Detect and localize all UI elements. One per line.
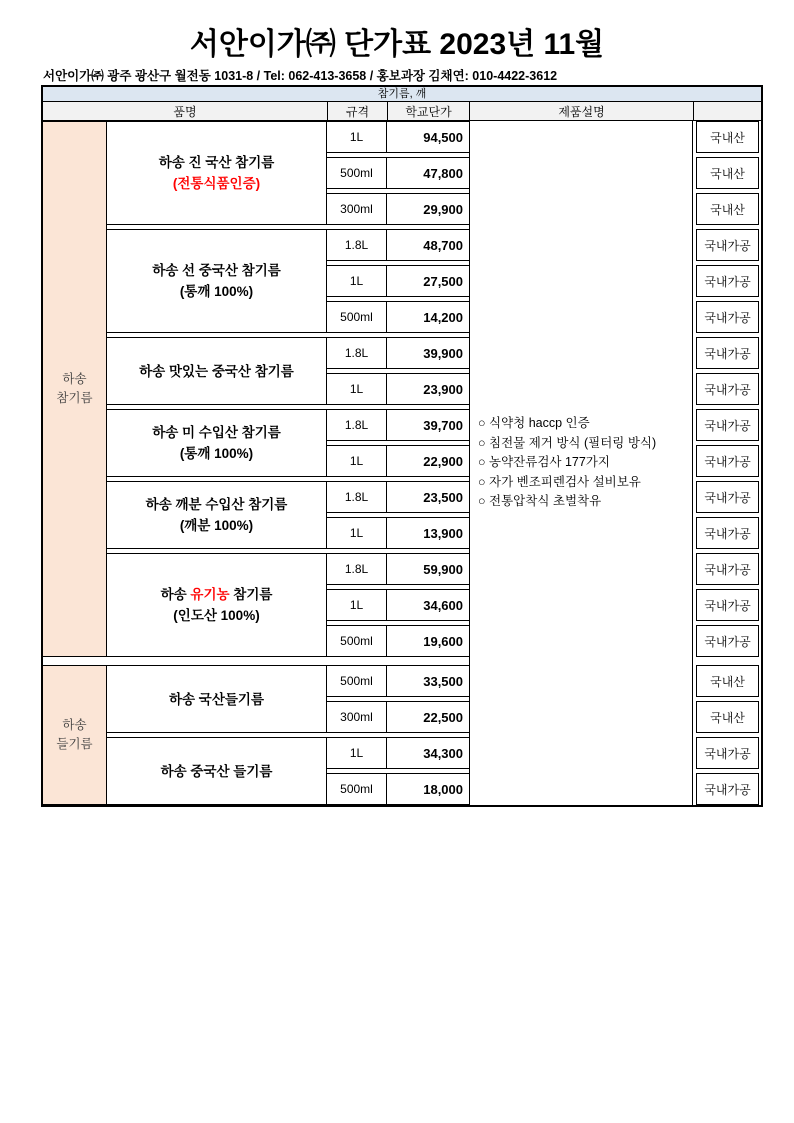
origin-cell: 국내가공 xyxy=(696,481,759,513)
product-name: 하송 중국산 들기름 xyxy=(160,763,273,779)
school-price-cell: 13,900 xyxy=(387,517,469,549)
product-name-note: (깨분 100%) xyxy=(179,518,254,533)
product-name: 하송 국산들기름 xyxy=(168,691,265,707)
spec-cell: 500ml xyxy=(327,301,387,333)
spec-cell: 1L xyxy=(327,445,387,477)
product-name: 하송 깨분 수입산 참기름 xyxy=(145,497,288,512)
spec-cell: 1L xyxy=(327,589,387,621)
product-name-cell xyxy=(107,409,327,477)
spec-cell: 500ml xyxy=(327,157,387,189)
origin-cell: 국내가공 xyxy=(696,773,759,805)
category-label-line1: 하송 xyxy=(62,718,87,732)
category-cell-sesame-oil xyxy=(43,121,107,657)
spec-cell: 1L xyxy=(327,265,387,297)
origin-cell: 국내가공 xyxy=(696,265,759,297)
description-bullet: ○ 자가 벤조피렌검사 설비보유 xyxy=(478,474,641,489)
spec-cell: 1.8L xyxy=(327,337,387,369)
origin-cell: 국내가공 xyxy=(696,737,759,769)
category-label-line1: 하송 xyxy=(62,372,87,386)
origin-cell: 국내가공 xyxy=(696,553,759,585)
school-price-cell: 29,900 xyxy=(387,193,469,225)
product-name: 하송 선 중국산 참기름 xyxy=(152,263,281,278)
spec-cell: 1.8L xyxy=(327,409,387,441)
origin-cell: 국내가공 xyxy=(696,373,759,405)
school-price-cell: 47,800 xyxy=(387,157,469,189)
school-price-cell: 23,500 xyxy=(387,481,469,513)
origin-cell: 국내가공 xyxy=(696,337,759,369)
school-price-cell: 34,300 xyxy=(387,737,469,769)
origin-cell: 국내산 xyxy=(696,193,759,225)
origin-cell: 국내산 xyxy=(696,665,759,697)
product-name: 하송 미 수입산 참기름 xyxy=(152,425,281,440)
school-price-cell: 39,700 xyxy=(387,409,469,441)
spec-cell: 1.8L xyxy=(327,553,387,585)
product-name-cell xyxy=(107,665,327,733)
product-name-cell xyxy=(107,553,327,657)
school-price-cell: 27,500 xyxy=(387,265,469,297)
product-name-cell xyxy=(107,481,327,549)
spec-cell: 1L xyxy=(327,737,387,769)
page-title: 서안이가㈜ 단가표 2023년 11월 xyxy=(189,28,605,61)
school-price-cell: 39,900 xyxy=(387,337,469,369)
product-name: 하송 진 국산 참기름 xyxy=(158,155,275,170)
school-price-cell: 23,900 xyxy=(387,373,469,405)
description-bullet: ○ 식약청 haccp 인증 xyxy=(478,416,590,431)
category-label-line2: 참기름 xyxy=(56,391,93,405)
product-name: 하송 맛있는 중국산 참기름 xyxy=(139,363,294,379)
school-price-cell: 22,500 xyxy=(387,701,469,733)
origin-cell: 국내가공 xyxy=(696,517,759,549)
spec-cell: 1L xyxy=(327,373,387,405)
origin-cell: 국내가공 xyxy=(696,625,759,657)
table-section-band: 참기름, 깨 xyxy=(43,87,761,102)
col-header-school-price: 학교단가 xyxy=(387,102,469,120)
school-price-cell: 22,900 xyxy=(387,445,469,477)
product-name-note: (통깨 100%) xyxy=(179,446,254,461)
product-description-cell xyxy=(469,121,693,805)
col-header-spec: 규격 xyxy=(327,102,387,120)
spec-cell: 500ml xyxy=(327,665,387,697)
school-price-cell: 18,000 xyxy=(387,773,469,805)
spec-cell: 1L xyxy=(327,517,387,549)
origin-cell: 국내가공 xyxy=(696,589,759,621)
description-bullet: ○ 농약잔류검사 177가지 xyxy=(478,455,610,470)
product-name: 하송 유기농 참기름 xyxy=(160,587,273,602)
origin-cell: 국내가공 xyxy=(696,445,759,477)
product-name-cell xyxy=(107,229,327,333)
school-price-cell: 34,600 xyxy=(387,589,469,621)
origin-cell: 국내산 xyxy=(696,157,759,189)
col-header-description: 제품설명 xyxy=(469,102,693,120)
origin-cell: 국내산 xyxy=(696,121,759,153)
product-name-note: (통깨 100%) xyxy=(179,284,254,299)
origin-cell: 국내가공 xyxy=(696,301,759,333)
category-cell-perilla-oil xyxy=(43,665,107,805)
product-name-cell xyxy=(107,337,327,405)
spec-cell: 500ml xyxy=(327,773,387,805)
category-label-line2: 들기름 xyxy=(56,737,93,751)
spec-cell: 1.8L xyxy=(327,229,387,261)
product-name-highlight: 유기농 xyxy=(190,587,230,602)
spec-cell: 500ml xyxy=(327,625,387,657)
origin-cell: 국내산 xyxy=(696,701,759,733)
description-bullet: ○ 전통압착식 초벌착유 xyxy=(478,494,602,509)
spec-cell: 300ml xyxy=(327,193,387,225)
col-header-product: 품명 xyxy=(173,104,197,119)
origin-cell: 국내가공 xyxy=(696,409,759,441)
spec-cell: 1L xyxy=(327,121,387,153)
origin-cell: 국내가공 xyxy=(696,229,759,261)
school-price-cell: 14,200 xyxy=(387,301,469,333)
product-name-cell xyxy=(107,121,327,225)
school-price-cell: 48,700 xyxy=(387,229,469,261)
price-table xyxy=(41,85,763,807)
product-name-note: (전통식품인증) xyxy=(172,176,261,191)
table-column-headers xyxy=(43,102,761,121)
table-body xyxy=(43,121,761,805)
product-name-note: (인도산 100%) xyxy=(173,608,260,623)
company-contact-line: 서안이가㈜ 광주 광산구 월전동 1031-8 / Tel: 062-413-3658 / 홍보과장 김채연: 010-4422-3612 xyxy=(43,69,558,83)
spec-cell: 300ml xyxy=(327,701,387,733)
spec-cell: 1.8L xyxy=(327,481,387,513)
description-bullet: ○ 침전물 제거 방식 (필터링 방식) xyxy=(478,435,657,450)
school-price-cell: 94,500 xyxy=(387,121,469,153)
school-price-cell: 19,600 xyxy=(387,625,469,657)
product-name-cell xyxy=(107,737,327,805)
school-price-cell: 33,500 xyxy=(387,665,469,697)
school-price-cell: 59,900 xyxy=(387,553,469,585)
col-header-origin xyxy=(693,102,761,120)
